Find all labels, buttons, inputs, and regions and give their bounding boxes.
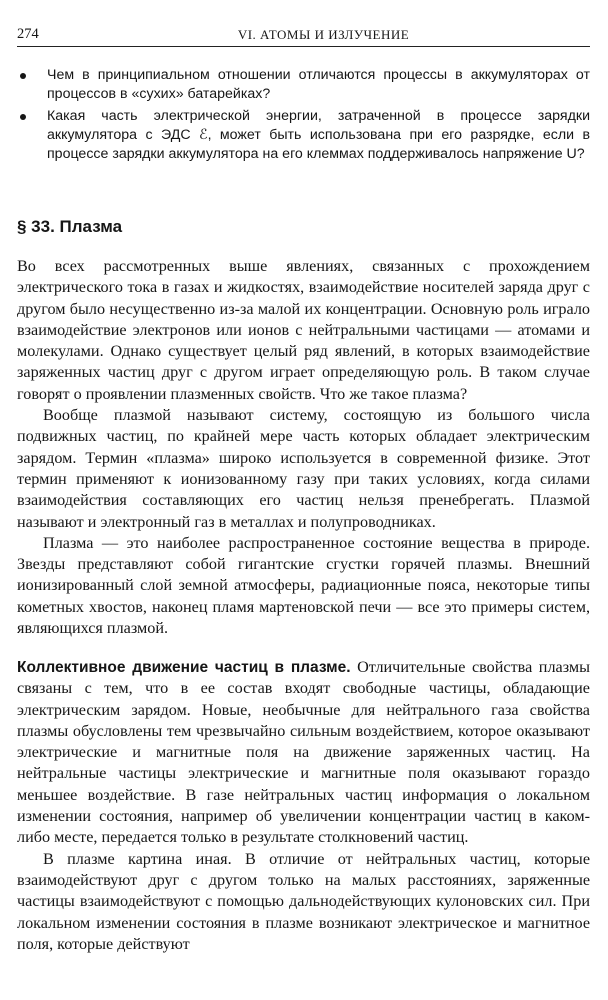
page-number: 274 bbox=[17, 26, 39, 42]
paragraph: Плазма — это наиболее распространенное состояние вещества в природе. Звезды представляют собой гигантские сгустки горячей плазмы. Внешний ионизированный слой земной атмосферы, радиационные пояса, некоторые типы кометных хвостов, наконец пламя мартеновской печи — все это примеры систем, являющихся плазмой. bbox=[17, 533, 590, 638]
running-head: VI. АТОМЫ И ИЗЛУЧЕНИЕ bbox=[237, 27, 410, 42]
paragraph-text: Отличительные свойства плазмы связаны с тем, что в ее состав входят свободные частицы, обладающие электрическим зарядом. Новые, необычные для нейтрального газа свойства плазмы обусловлены тем чрезвычайно сильным воздействием, которое оказывают электрические и магнитные поля на движение заряженных частиц. На нейтральные частицы электрические и магнитные поля оказывают гораздо меньшее воздействие. В газе нейтральных частиц информация о локальном изменении состояния, например об увеличении концентрации частиц в каком-либо месте, передается только в результате столкновений частиц. bbox=[17, 658, 591, 847]
subsection-heading: Коллективное движение частиц в плазме. bbox=[17, 659, 351, 676]
paragraph bbox=[17, 657, 590, 849]
bullet-icon bbox=[20, 73, 26, 79]
bullet-icon bbox=[20, 114, 26, 120]
paragraph: В плазме картина иная. В отличие от нейтральных частиц, которые взаимодействуют друг с другом только на малых расстояниях, заряженные частицы взаимодействуют с помощью дальнодействующих кулоновских сил. При локальном изменении состояния в плазме возникают электрическое и магнитное поля, которые действуют bbox=[17, 849, 590, 953]
paragraph: Во всех рассмотренных выше явлениях, связанных с прохождением электрического тока в газах и жидкостях, взаимодействие носителей заряда друг с другом было несущественно из-за малой их концентрации. Основную роль играло взаимодействие электронов или ионов с нейтральными частицами — атомами и молекулами. Однако существует целый ряд явлений, в которых взаимодействие заряженных частиц друг с другом играет определяющую роль. В таком случае говорят о проявлении плазменных свойств. Что же такое плазма? bbox=[17, 257, 590, 403]
subsection-body bbox=[17, 657, 590, 955]
review-questions bbox=[17, 66, 590, 167]
page-header bbox=[17, 26, 590, 47]
section-title: § 33. Плазма bbox=[17, 217, 123, 236]
question-text: Чем в принципиальном отношении отличаются процессы в аккумуляторах от процессов в «сухих» батарейках? bbox=[47, 67, 590, 102]
question-item bbox=[17, 107, 590, 164]
paragraph: Вообще плазмой называют систему, состоящую из большого числа подвижных частиц, по крайней мере часть которых обладает электрическим зарядом. Термин «плазма» широко используется в современной физике. Этот термин применяют к ионизованному газу при таких условиях, когда силами взаимодействия составляющих его частиц нельзя пренебрегать. Плазмой называют и электронный газ в металлах и полупроводниках. bbox=[17, 406, 590, 531]
section-body bbox=[17, 256, 590, 639]
question-text: Какая часть электрической энергии, затраченной в процессе зарядки аккумулятора с ЭДС ℰ, может быть использована при его разрядке, если в процессе зарядки аккумулятора на его клеммах поддерживалось напряжение U? bbox=[47, 108, 590, 162]
question-item bbox=[17, 66, 590, 104]
